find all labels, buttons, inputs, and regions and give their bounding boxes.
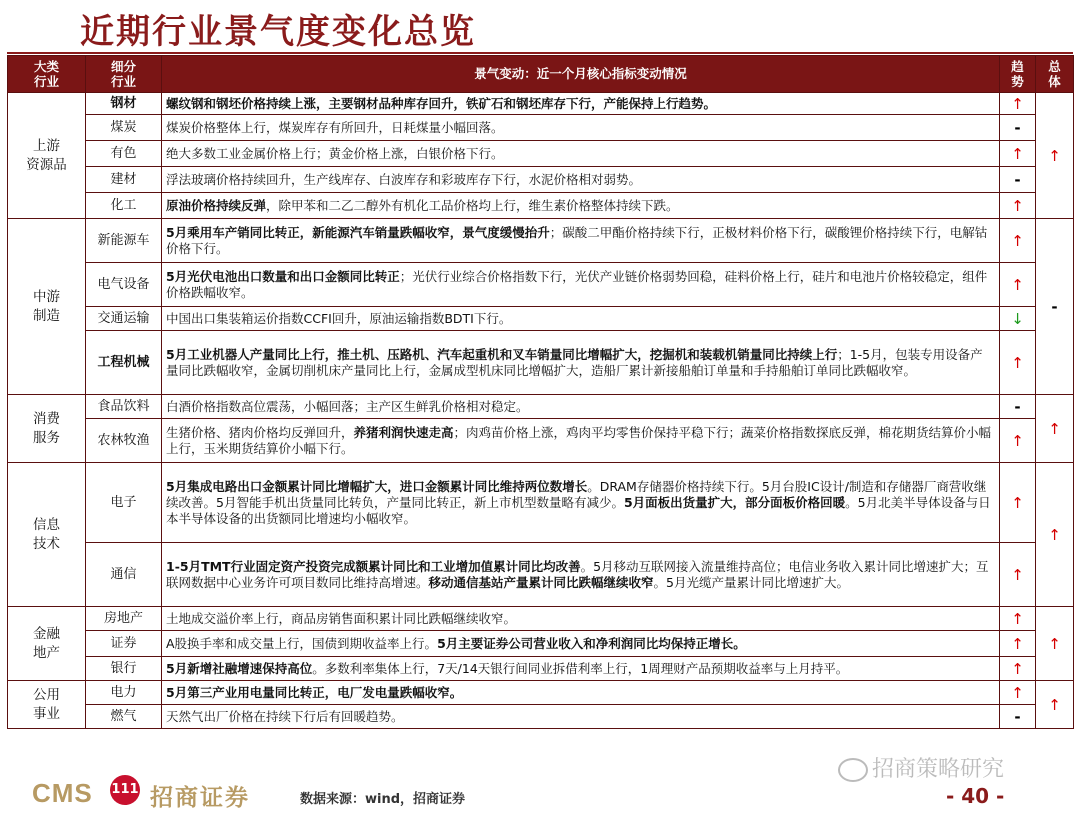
arrow-up-icon: ↑ <box>1011 94 1024 113</box>
description-cell <box>162 419 1000 463</box>
description-segment: 1-5月TMT行业固定资产投资完成额累计同比和工业增加值累计同比均改善 <box>166 558 581 574</box>
description-cell <box>162 167 1000 193</box>
description-cell <box>162 141 1000 167</box>
sub-industry-cell: 通信 <box>86 543 162 607</box>
category-cell <box>8 681 86 729</box>
description-segment: 5月工业机器人产量同比上行，推土机、压路机、汽车起重机和叉车销量同比增幅扩大，挖掘机和装载机销量同比持续上行 <box>166 346 838 362</box>
sub-industry-cell: 钢材 <box>86 93 162 115</box>
arrow-up-icon: ↑ <box>1011 275 1024 294</box>
table-row <box>8 395 1074 419</box>
arrow-up-icon: ↑ <box>1048 695 1061 714</box>
category-cell <box>8 395 86 463</box>
sub-industry-cell: 有色 <box>86 141 162 167</box>
description-segment: 5月主要证券公司营业收入和净利润同比均保持正增长。 <box>437 635 746 651</box>
description-segment: 5月第三产业用电量同比转正，电厂发电量跌幅收窄。 <box>166 684 463 700</box>
flat-dash-icon: - <box>1014 170 1021 189</box>
description-segment: 移动通信基站产量累计同比跌幅继续收窄 <box>428 574 654 590</box>
trend-cell <box>1000 193 1036 219</box>
description-cell <box>162 115 1000 141</box>
sub-industry-cell: 工程机械 <box>86 331 162 395</box>
trend-cell <box>1000 331 1036 395</box>
trend-cell <box>1000 631 1036 657</box>
table-row <box>8 681 1074 705</box>
arrow-up-icon: ↑ <box>1011 431 1024 450</box>
company-name: 招商证券 <box>150 785 250 811</box>
table-row <box>8 331 1074 395</box>
description-cell <box>162 307 1000 331</box>
category-cell <box>8 93 86 219</box>
watermark-text: 招商策略研究 <box>872 757 1005 782</box>
header-trend-text: 趋 势 <box>1011 59 1024 89</box>
description-segment: 。DRAM存储器价格持续下行。5月台股IC设计/制造和存储器厂商营收继续改善。5月智能手机出货量同比转负，产量同比转正，新上市机型数量略有减少。 <box>166 478 987 510</box>
sub-industry-cell: 食品饮料 <box>86 395 162 419</box>
description-cell <box>162 705 1000 729</box>
arrow-up-icon: ↑ <box>1011 196 1024 215</box>
arrow-up-icon: ↑ <box>1011 659 1024 678</box>
description-cell <box>162 193 1000 219</box>
header-sub <box>86 56 162 93</box>
overall-cell <box>1036 219 1074 395</box>
description-segment: 5月面板出货量扩大，部分面板价格回暖 <box>623 494 846 510</box>
sub-industry-cell: 电子 <box>86 463 162 543</box>
industry-table <box>7 55 1074 729</box>
description-segment: 中国出口集装箱运价指数CCFI回升，原油运输指数BDTI下行。 <box>166 310 512 326</box>
description-segment: ，除甲苯和二乙二醇外有机化工品价格均上行，维生素价格整体持续下跌。 <box>266 197 679 213</box>
description-segment: 。5月移动互联网接入流量维持高位；电信业务收入累计同比增速扩大；互联网数据中心业务许可项目数同比维持高增速。 <box>166 558 989 590</box>
arrow-up-icon: ↑ <box>1011 609 1024 628</box>
description-segment: 5月集成电路出口金额累计同比增幅扩大，进口金额累计同比维持两位数增长 <box>166 478 588 494</box>
category-label: 消费 服务 <box>33 410 60 446</box>
trend-cell <box>1000 141 1036 167</box>
trend-cell <box>1000 307 1036 331</box>
trend-cell <box>1000 93 1036 115</box>
description-segment: ；光伏行业综合价格指数下行，光伏产业链价格弱势回稳，硅料价格上行，硅片和电池片价格较稳定，组件价格跌幅收窄。 <box>166 268 988 300</box>
description-cell <box>162 631 1000 657</box>
trend-cell <box>1000 463 1036 543</box>
trend-cell <box>1000 543 1036 607</box>
header-desc: 景气变动：近一个月核心指标变动情况 <box>162 56 1000 93</box>
wechat-icon <box>838 758 868 782</box>
logo-circle-icon: 111 <box>110 775 140 805</box>
table-row <box>8 141 1074 167</box>
description-segment: 煤炭价格整体上行，煤炭库存有所回升，日耗煤量小幅回落。 <box>166 119 504 135</box>
arrow-up-icon: ↑ <box>1048 634 1061 653</box>
watermark <box>838 752 1004 783</box>
description-cell <box>162 395 1000 419</box>
description-segment: ；碳酸二甲酯价格持续下行，正极材料价格下行，碳酸锂价格持续下行，电解钴价格下行。 <box>166 224 988 256</box>
table-row <box>8 193 1074 219</box>
description-cell <box>162 543 1000 607</box>
description-segment: 天然气出厂价格在持续下行后有回暖趋势。 <box>166 708 404 724</box>
title-divider <box>7 52 1073 54</box>
arrow-up-icon: ↑ <box>1048 146 1061 165</box>
trend-cell <box>1000 219 1036 263</box>
overall-cell <box>1036 607 1074 681</box>
flat-dash-icon: - <box>1014 118 1021 137</box>
category-label: 金融 地产 <box>33 625 60 661</box>
arrow-up-icon: ↑ <box>1011 683 1024 702</box>
sub-industry-cell: 农林牧渔 <box>86 419 162 463</box>
table-row <box>8 705 1074 729</box>
sub-industry-cell: 新能源车 <box>86 219 162 263</box>
table-row <box>8 543 1074 607</box>
description-segment: 。多数利率集体上行，7天/14天银行间同业拆借利率上行，1周理财产品预期收益率与上月持平。 <box>312 660 849 676</box>
description-cell <box>162 657 1000 681</box>
flat-dash-icon: - <box>1014 707 1021 726</box>
category-cell <box>8 607 86 681</box>
overall-cell <box>1036 463 1074 607</box>
flat-dash-icon: - <box>1014 397 1021 416</box>
trend-cell <box>1000 705 1036 729</box>
description-segment: 土地成交溢价率上行，商品房销售面积累计同比跌幅继续收窄。 <box>166 610 517 626</box>
sub-industry-cell: 燃气 <box>86 705 162 729</box>
category-cell <box>8 219 86 395</box>
table-row <box>8 463 1074 543</box>
cms-logo: CMS <box>32 778 93 808</box>
table-row <box>8 115 1074 141</box>
arrow-down-icon: ↓ <box>1011 309 1024 328</box>
description-cell <box>162 93 1000 115</box>
table-row <box>8 419 1074 463</box>
description-cell <box>162 681 1000 705</box>
header-sub-text: 细分 行业 <box>110 59 136 89</box>
trend-cell <box>1000 607 1036 631</box>
description-segment: 5月乘用车产销同比转正，新能源汽车销量跌幅收窄，景气度缓慢抬升 <box>166 224 550 240</box>
arrow-up-icon: ↑ <box>1011 565 1024 584</box>
description-segment: 5月新增社融增速保持高位 <box>166 660 313 676</box>
sub-industry-cell: 证券 <box>86 631 162 657</box>
trend-cell <box>1000 419 1036 463</box>
description-cell <box>162 331 1000 395</box>
category-cell <box>8 463 86 607</box>
description-segment: 5月光伏电池出口数量和出口金额同比转正 <box>166 268 400 284</box>
table-header-row <box>8 56 1074 93</box>
arrow-up-icon: ↑ <box>1048 419 1061 438</box>
description-segment: ；肉鸡苗价格上涨，鸡肉平均零售价保持平稳下行；蔬菜价格指数探底反弹，棉花期货结算价小幅上行，玉米期货结算价小幅下行。 <box>166 424 992 456</box>
arrow-up-icon: ↑ <box>1011 634 1024 653</box>
arrow-up-icon: ↑ <box>1011 353 1024 372</box>
table-row <box>8 657 1074 681</box>
description-segment: 养猪利润快速走高 <box>353 424 454 440</box>
table-row <box>8 631 1074 657</box>
description-segment: 。5月北美半导体设备与日本半导体设备的出货额同比增速均小幅收窄。 <box>166 494 991 526</box>
table-row <box>8 167 1074 193</box>
sub-industry-cell: 银行 <box>86 657 162 681</box>
trend-cell <box>1000 115 1036 141</box>
header-category-text: 大类 行业 <box>33 59 59 89</box>
description-segment: ；1-5月，包装专用设备产量同比跌幅收窄，金属切削机床产量同比上行，金属成型机床同比增幅扩大，造船厂累计新接船舶订单量和手持船舶订单同比跌幅收窄。 <box>166 346 983 378</box>
trend-cell <box>1000 657 1036 681</box>
description-segment: 原油价格持续反弹 <box>166 197 267 213</box>
category-label: 信息 技术 <box>33 516 60 552</box>
trend-cell <box>1000 681 1036 705</box>
sub-industry-cell: 交通运输 <box>86 307 162 331</box>
description-cell <box>162 607 1000 631</box>
page-title: 近期行业景气度变化总览 <box>80 12 476 52</box>
description-segment: 白酒价格指数高位震荡，小幅回落；主产区生鲜乳价格相对稳定。 <box>166 398 529 414</box>
page-number: - 40 - <box>946 784 1005 808</box>
trend-cell <box>1000 395 1036 419</box>
header-overall <box>1036 56 1074 93</box>
sub-industry-cell: 电气设备 <box>86 263 162 307</box>
sub-industry-cell: 电力 <box>86 681 162 705</box>
table-row <box>8 307 1074 331</box>
table-body <box>8 93 1074 729</box>
category-label: 上游 资源品 <box>26 137 67 173</box>
overall-cell <box>1036 681 1074 729</box>
arrow-up-icon: ↑ <box>1011 231 1024 250</box>
header-category <box>8 56 86 93</box>
description-segment: 绝大多数工业金属价格上行；黄金价格上涨，白银价格下行。 <box>166 145 504 161</box>
flat-dash-icon: - <box>1051 297 1058 316</box>
description-segment: 螺纹钢和钢坯价格持续上涨，主要钢材品种库存回升，铁矿石和钢坯库存下行，产能保持上行趋势。 <box>166 95 717 111</box>
description-segment: 。5月光缆产量累计同比增速扩大。 <box>653 574 849 590</box>
overall-cell <box>1036 93 1074 219</box>
description-cell <box>162 263 1000 307</box>
table-row <box>8 93 1074 115</box>
description-segment: A股换手率和成交量上行，国债到期收益率上行。 <box>166 635 438 651</box>
description-cell <box>162 219 1000 263</box>
arrow-up-icon: ↑ <box>1048 525 1061 544</box>
sub-industry-cell: 建材 <box>86 167 162 193</box>
arrow-up-icon: ↑ <box>1011 144 1024 163</box>
category-label: 公用 事业 <box>33 686 60 722</box>
table-row <box>8 607 1074 631</box>
overall-cell <box>1036 395 1074 463</box>
description-cell <box>162 463 1000 543</box>
category-label: 中游 制造 <box>33 288 60 324</box>
trend-cell <box>1000 167 1036 193</box>
table-row <box>8 263 1074 307</box>
sub-industry-cell: 化工 <box>86 193 162 219</box>
arrow-up-icon: ↑ <box>1011 493 1024 512</box>
trend-cell <box>1000 263 1036 307</box>
sub-industry-cell: 房地产 <box>86 607 162 631</box>
table-row <box>8 219 1074 263</box>
data-source: 数据来源：wind，招商证券 <box>300 792 466 807</box>
header-overall-text: 总 体 <box>1048 59 1061 89</box>
description-segment: 生猪价格、猪肉价格均反弹回升， <box>166 424 354 440</box>
header-trend <box>1000 56 1036 93</box>
sub-industry-cell: 煤炭 <box>86 115 162 141</box>
description-segment: 浮法玻璃价格持续回升，生产线库存、白波库存和彩玻库存下行，水泥价格相对弱势。 <box>166 171 642 187</box>
